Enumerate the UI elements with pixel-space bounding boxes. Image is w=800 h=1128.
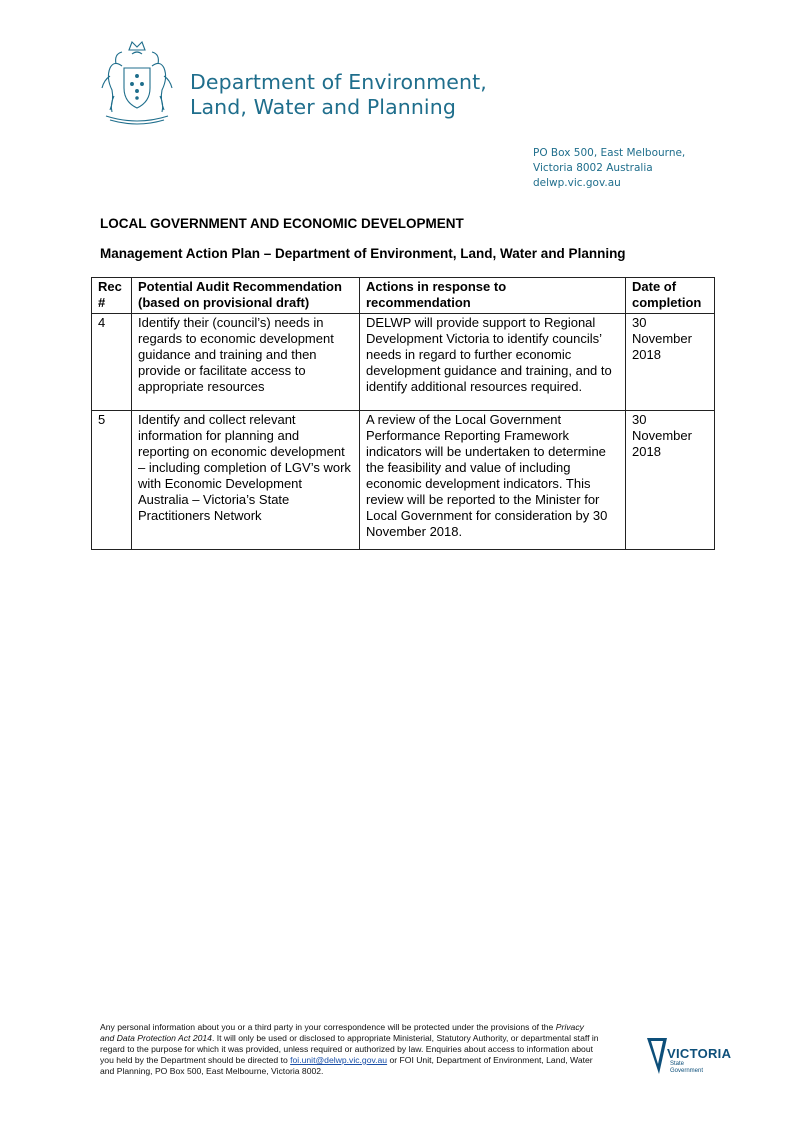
cell-date-line2: November <box>632 428 692 443</box>
table-row <box>92 314 715 411</box>
coat-of-arms-logo <box>96 36 178 128</box>
cell-date <box>626 411 715 550</box>
table-header-row <box>92 278 715 314</box>
header-recommendation-line1: Potential Audit Recommendation <box>138 279 342 294</box>
cell-actions: DELWP will provide support to Regional Development Victoria to identify councils’ needs in regard to further economic development guidance and training, and to identify additional resources required. <box>360 314 626 411</box>
cell-date-line1: 30 <box>632 412 647 427</box>
cell-actions: A review of the Local Government Performance Reporting Framework indicators will be undertaken to determine the feasibility and value of including economic development indicators. This review will be reported to the Minister for Local Government for consideration by 30 November 2018. <box>360 411 626 550</box>
privacy-text-1: Any personal information about you or a third party in your correspondence will be protected under the provisions of the <box>100 1022 556 1032</box>
cell-date-line3: 2018 <box>632 444 661 459</box>
header-actions-line2: recommendation <box>366 295 471 310</box>
header-date-line1: Date of <box>632 279 677 294</box>
state-label: State <box>670 1061 685 1067</box>
privacy-text-3: or FOI Unit, Department of Environment, Land, Water and Planning, PO Box 500, East Melbourne, Victoria 8002. <box>100 1055 593 1076</box>
header-rec-line2: # <box>98 295 106 310</box>
department-name <box>190 70 487 120</box>
address-website[interactable]: delwp.vic.gov.au <box>533 177 621 189</box>
government-label: Government <box>670 1067 704 1074</box>
cell-recommendation: Identify and collect relevant information for planning and reporting on economic development – including completion of LGV’s work with Economic Development Australia – Victoria’s State Practitioners Network <box>132 411 360 550</box>
cell-date-line2: November <box>632 331 692 346</box>
privacy-act-name: Privacy and Data Protection Act 2014 <box>100 1022 584 1043</box>
header-rec-line1: Rec <box>98 279 122 294</box>
cell-date <box>626 314 715 411</box>
victoria-wordmark: VICTORIA <box>667 1046 732 1061</box>
header-date-line2: completion <box>632 295 702 310</box>
state-government-label <box>670 1061 703 1074</box>
plan-title: Management Action Plan – Department of Environment, Land, Water and Planning <box>100 246 626 261</box>
department-name-line2: Land, Water and Planning <box>190 95 456 119</box>
header-date <box>626 278 715 314</box>
privacy-notice <box>100 1022 600 1077</box>
cell-recommendation: Identify their (council’s) needs in regards to economic development guidance and training and then provide or facilitate access to appropriate resources <box>132 314 360 411</box>
section-title: LOCAL GOVERNMENT AND ECONOMIC DEVELOPMENT <box>100 216 464 231</box>
privacy-text-2: . It will only be used or disclosed to appropriate Ministerial, Statutory Authority, or departmental staff in regard to the purpose for which it was provided, unless required or authorized by law. Enquiries about access to information about you held by the Department should be directed to <box>100 1033 599 1065</box>
cell-date-line3: 2018 <box>632 347 661 362</box>
header-rec <box>92 278 132 314</box>
header-actions <box>360 278 626 314</box>
management-action-plan-table <box>91 277 715 550</box>
cell-date-line1: 30 <box>632 315 647 330</box>
header-recommendation <box>132 278 360 314</box>
header-actions-line1: Actions in response to <box>366 279 507 294</box>
address-line1: PO Box 500, East Melbourne, <box>533 147 686 159</box>
department-name-line1: Department of Environment, <box>190 70 487 94</box>
cell-rec: 5 <box>92 411 132 550</box>
foi-email-link[interactable]: foi.unit@delwp.vic.gov.au <box>290 1055 388 1065</box>
header-recommendation-line2: (based on provisional draft) <box>138 295 310 310</box>
table-row <box>92 411 715 550</box>
address-line2: Victoria 8002 Australia <box>533 162 653 174</box>
cell-rec: 4 <box>92 314 132 411</box>
department-address <box>533 146 685 191</box>
